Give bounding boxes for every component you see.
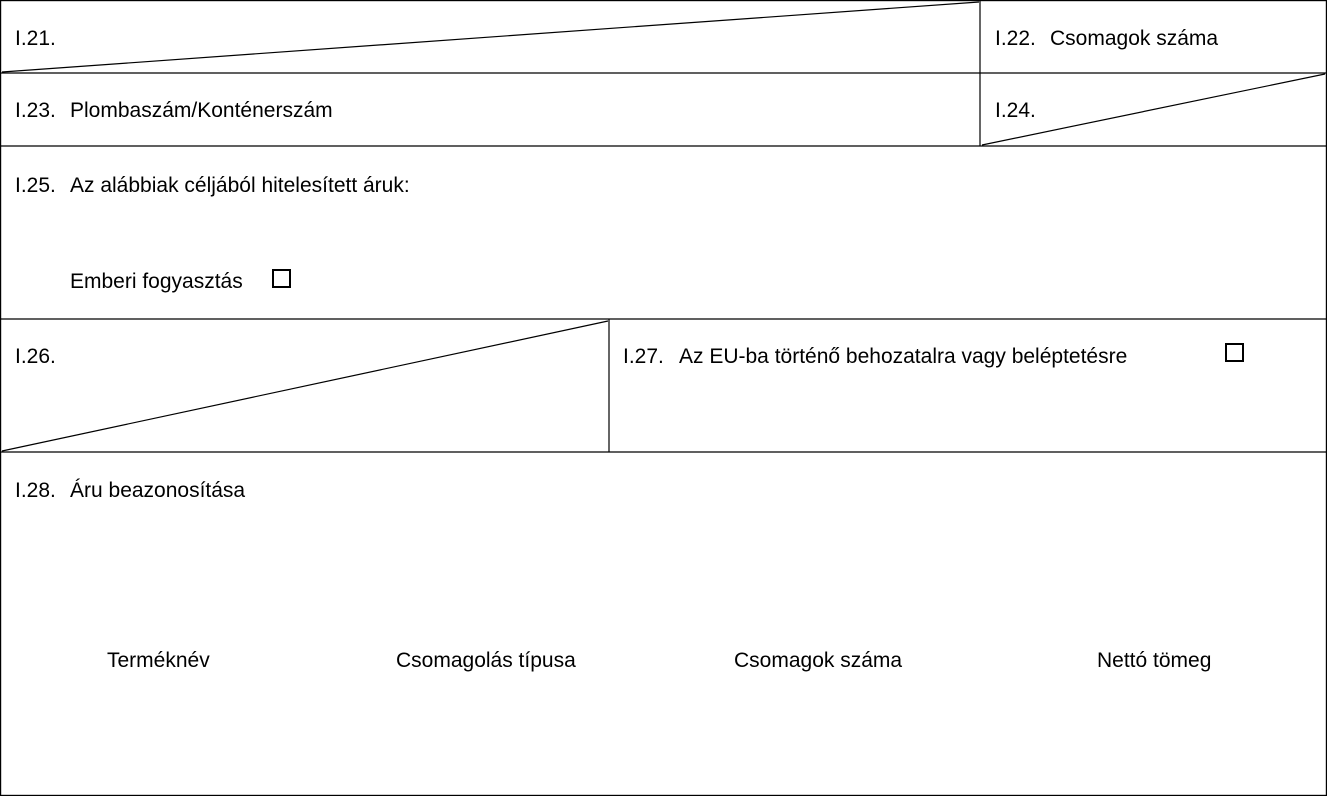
field-i27-label: Az EU-ba történő behozatalra vagy beléptetésre bbox=[679, 345, 1128, 368]
field-i26-number: I.26. bbox=[15, 345, 56, 368]
eu-import-checkbox[interactable] bbox=[1225, 343, 1244, 362]
field-i28 bbox=[0, 452, 1327, 796]
field-i23-number: I.23. bbox=[15, 99, 56, 122]
field-i21 bbox=[0, 0, 980, 73]
field-i22-label: Csomagok száma bbox=[1050, 27, 1219, 50]
field-i22 bbox=[980, 0, 1327, 73]
column-header-packaging-type: Csomagolás típusa bbox=[396, 649, 576, 672]
column-header-product-name: Terméknév bbox=[107, 649, 210, 672]
field-i25-number: I.25. bbox=[15, 174, 56, 197]
column-header-net-weight: Nettó tömeg bbox=[1097, 649, 1212, 672]
field-i28-label: Áru beazonosítása bbox=[70, 479, 246, 502]
column-header-package-count: Csomagok száma bbox=[734, 649, 903, 672]
human-consumption-checkbox[interactable] bbox=[272, 269, 291, 288]
field-i26 bbox=[0, 319, 609, 452]
field-i25-label: Az alábbiak céljából hitelesített áruk: bbox=[70, 174, 410, 197]
field-i27 bbox=[609, 319, 1327, 452]
human-consumption-label: Emberi fogyasztás bbox=[70, 270, 243, 293]
field-i21-number: I.21. bbox=[15, 27, 56, 50]
field-i23-label: Plombaszám/Konténerszám bbox=[70, 99, 333, 122]
field-i23 bbox=[0, 73, 980, 146]
field-i24 bbox=[980, 73, 1327, 146]
field-i28-number: I.28. bbox=[15, 479, 56, 502]
field-i27-number: I.27. bbox=[623, 345, 664, 368]
field-i25 bbox=[0, 146, 1327, 319]
field-i22-number: I.22. bbox=[995, 27, 1036, 50]
field-i24-number: I.24. bbox=[995, 99, 1036, 122]
